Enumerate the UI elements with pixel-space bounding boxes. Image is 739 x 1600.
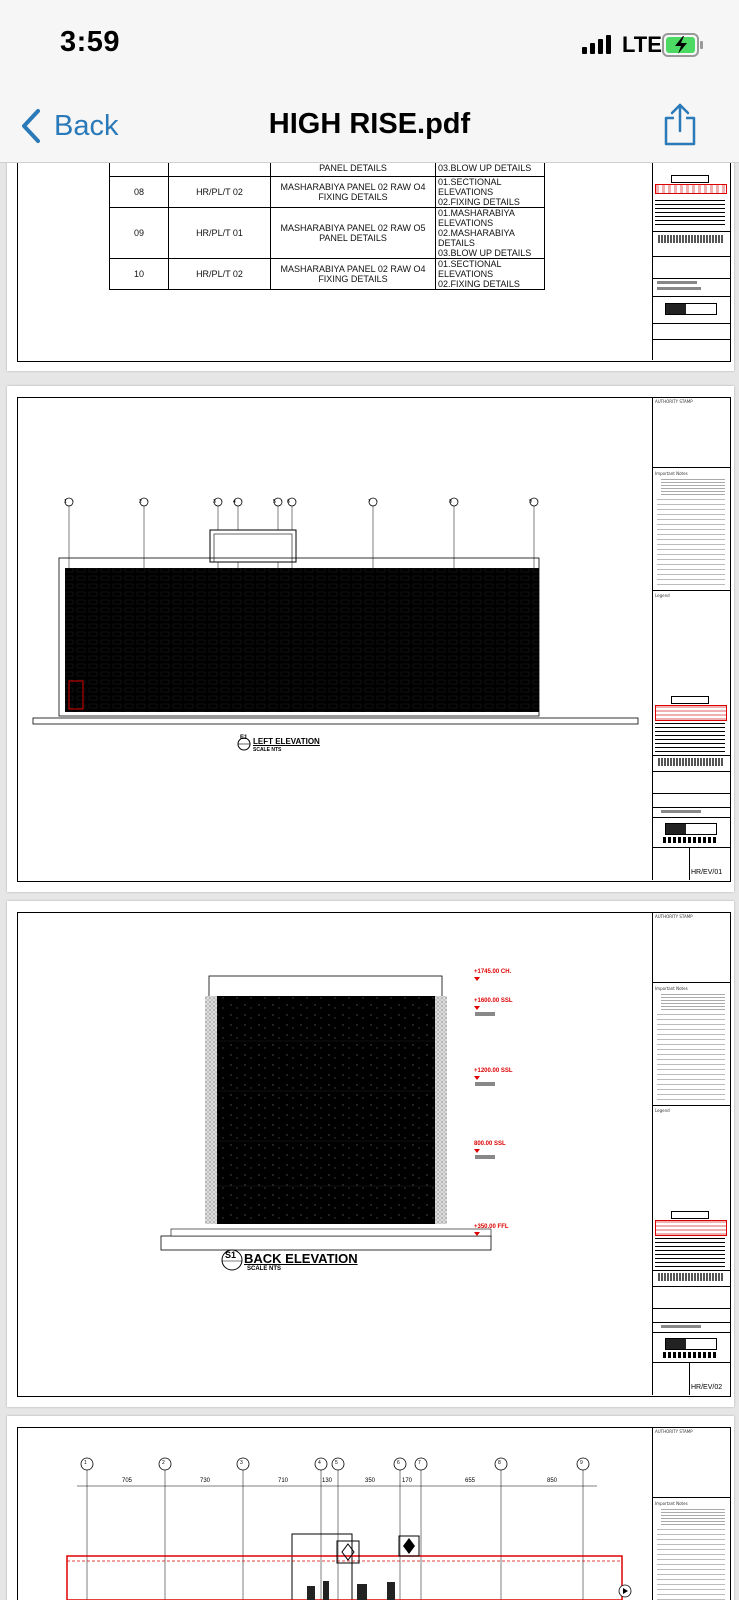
pdf-page-left-elevation: 1 2 3 4 5 6 7 8 9 E1 LEFT ELEVATION SCALE NTS AUTHORITY STAMP Important Notes Legend HR/EV/01 — [7, 386, 734, 892]
pdf-page-summary — [7, 163, 734, 371]
table-row: 10 HR/PL/T 02 MASHARABIYA PANEL 02 RAW O4 FIXING DETAILS 01.SECTIONAL ELEVATIONS 02.FIXING DETAILS — [110, 259, 545, 290]
share-icon — [662, 102, 698, 146]
status-bar — [0, 0, 739, 90]
level-markers — [473, 977, 503, 1237]
title-block: AUTHORITY STAMP Important Notes — [652, 1427, 730, 1600]
table-row: PANEL DETAILS 03.BLOW UP DETAILS — [110, 163, 545, 177]
left-elevation-drawing — [27, 486, 642, 746]
caption-back-elevation: BACK ELEVATION — [244, 1251, 358, 1266]
back-label: Back — [54, 109, 119, 142]
battery-charging-icon — [662, 33, 704, 57]
status-time: 3:59 — [60, 26, 121, 58]
network-type: LTE — [622, 32, 662, 57]
caption-left-elevation: LEFT ELEVATION — [253, 737, 320, 746]
sheet-number: HR/EV/01 — [691, 869, 723, 876]
pdf-page-plan: 1 2 3 4 5 6 7 8 9 705 730 710 130 350 170 655 850 AUTHORITY STAMP Important Notes — [7, 1416, 734, 1600]
signal-bars-icon — [582, 34, 612, 54]
table-row: 09 HR/PL/T 01 MASHARABIYA PANEL 02 RAW O5 PANEL DETAILS 01.MASHARABIYA ELEVATIONS 02.MASHARABIYA DETAILS 03.BLOW UP DETAILS — [110, 208, 545, 259]
pdf-viewer[interactable] — [0, 163, 739, 1600]
plan-drawing — [57, 1456, 647, 1600]
pdf-page-back-elevation: +1745.00 CH. +1600.00 SSL +1200.00 SSL 800.00 SSL +350.00 FFL S1 BACK ELEVATION SCALE NTS AUTHORITY STAMP Important Notes Legend HR/EV/02 — [7, 901, 734, 1407]
sheet-summary-table — [109, 163, 545, 290]
title-block: AUTHORITY STAMP Important Notes Legend HR/EV/01 — [652, 397, 730, 880]
sheet-number: HR/EV/02 — [691, 1384, 723, 1391]
nav-bar — [0, 90, 739, 163]
share-button[interactable] — [662, 102, 698, 151]
title-block — [652, 163, 730, 360]
title-block: AUTHORITY STAMP Important Notes Legend HR/EV/02 — [652, 912, 730, 1395]
back-elevation-drawing — [157, 961, 507, 1251]
table-row: 08 HR/PL/T 02 MASHARABIYA PANEL 02 RAW O4 FIXING DETAILS 01.SECTIONAL ELEVATIONS 02.FIXING DETAILS — [110, 177, 545, 208]
document-title: HIGH RISE.pdf — [268, 108, 471, 140]
